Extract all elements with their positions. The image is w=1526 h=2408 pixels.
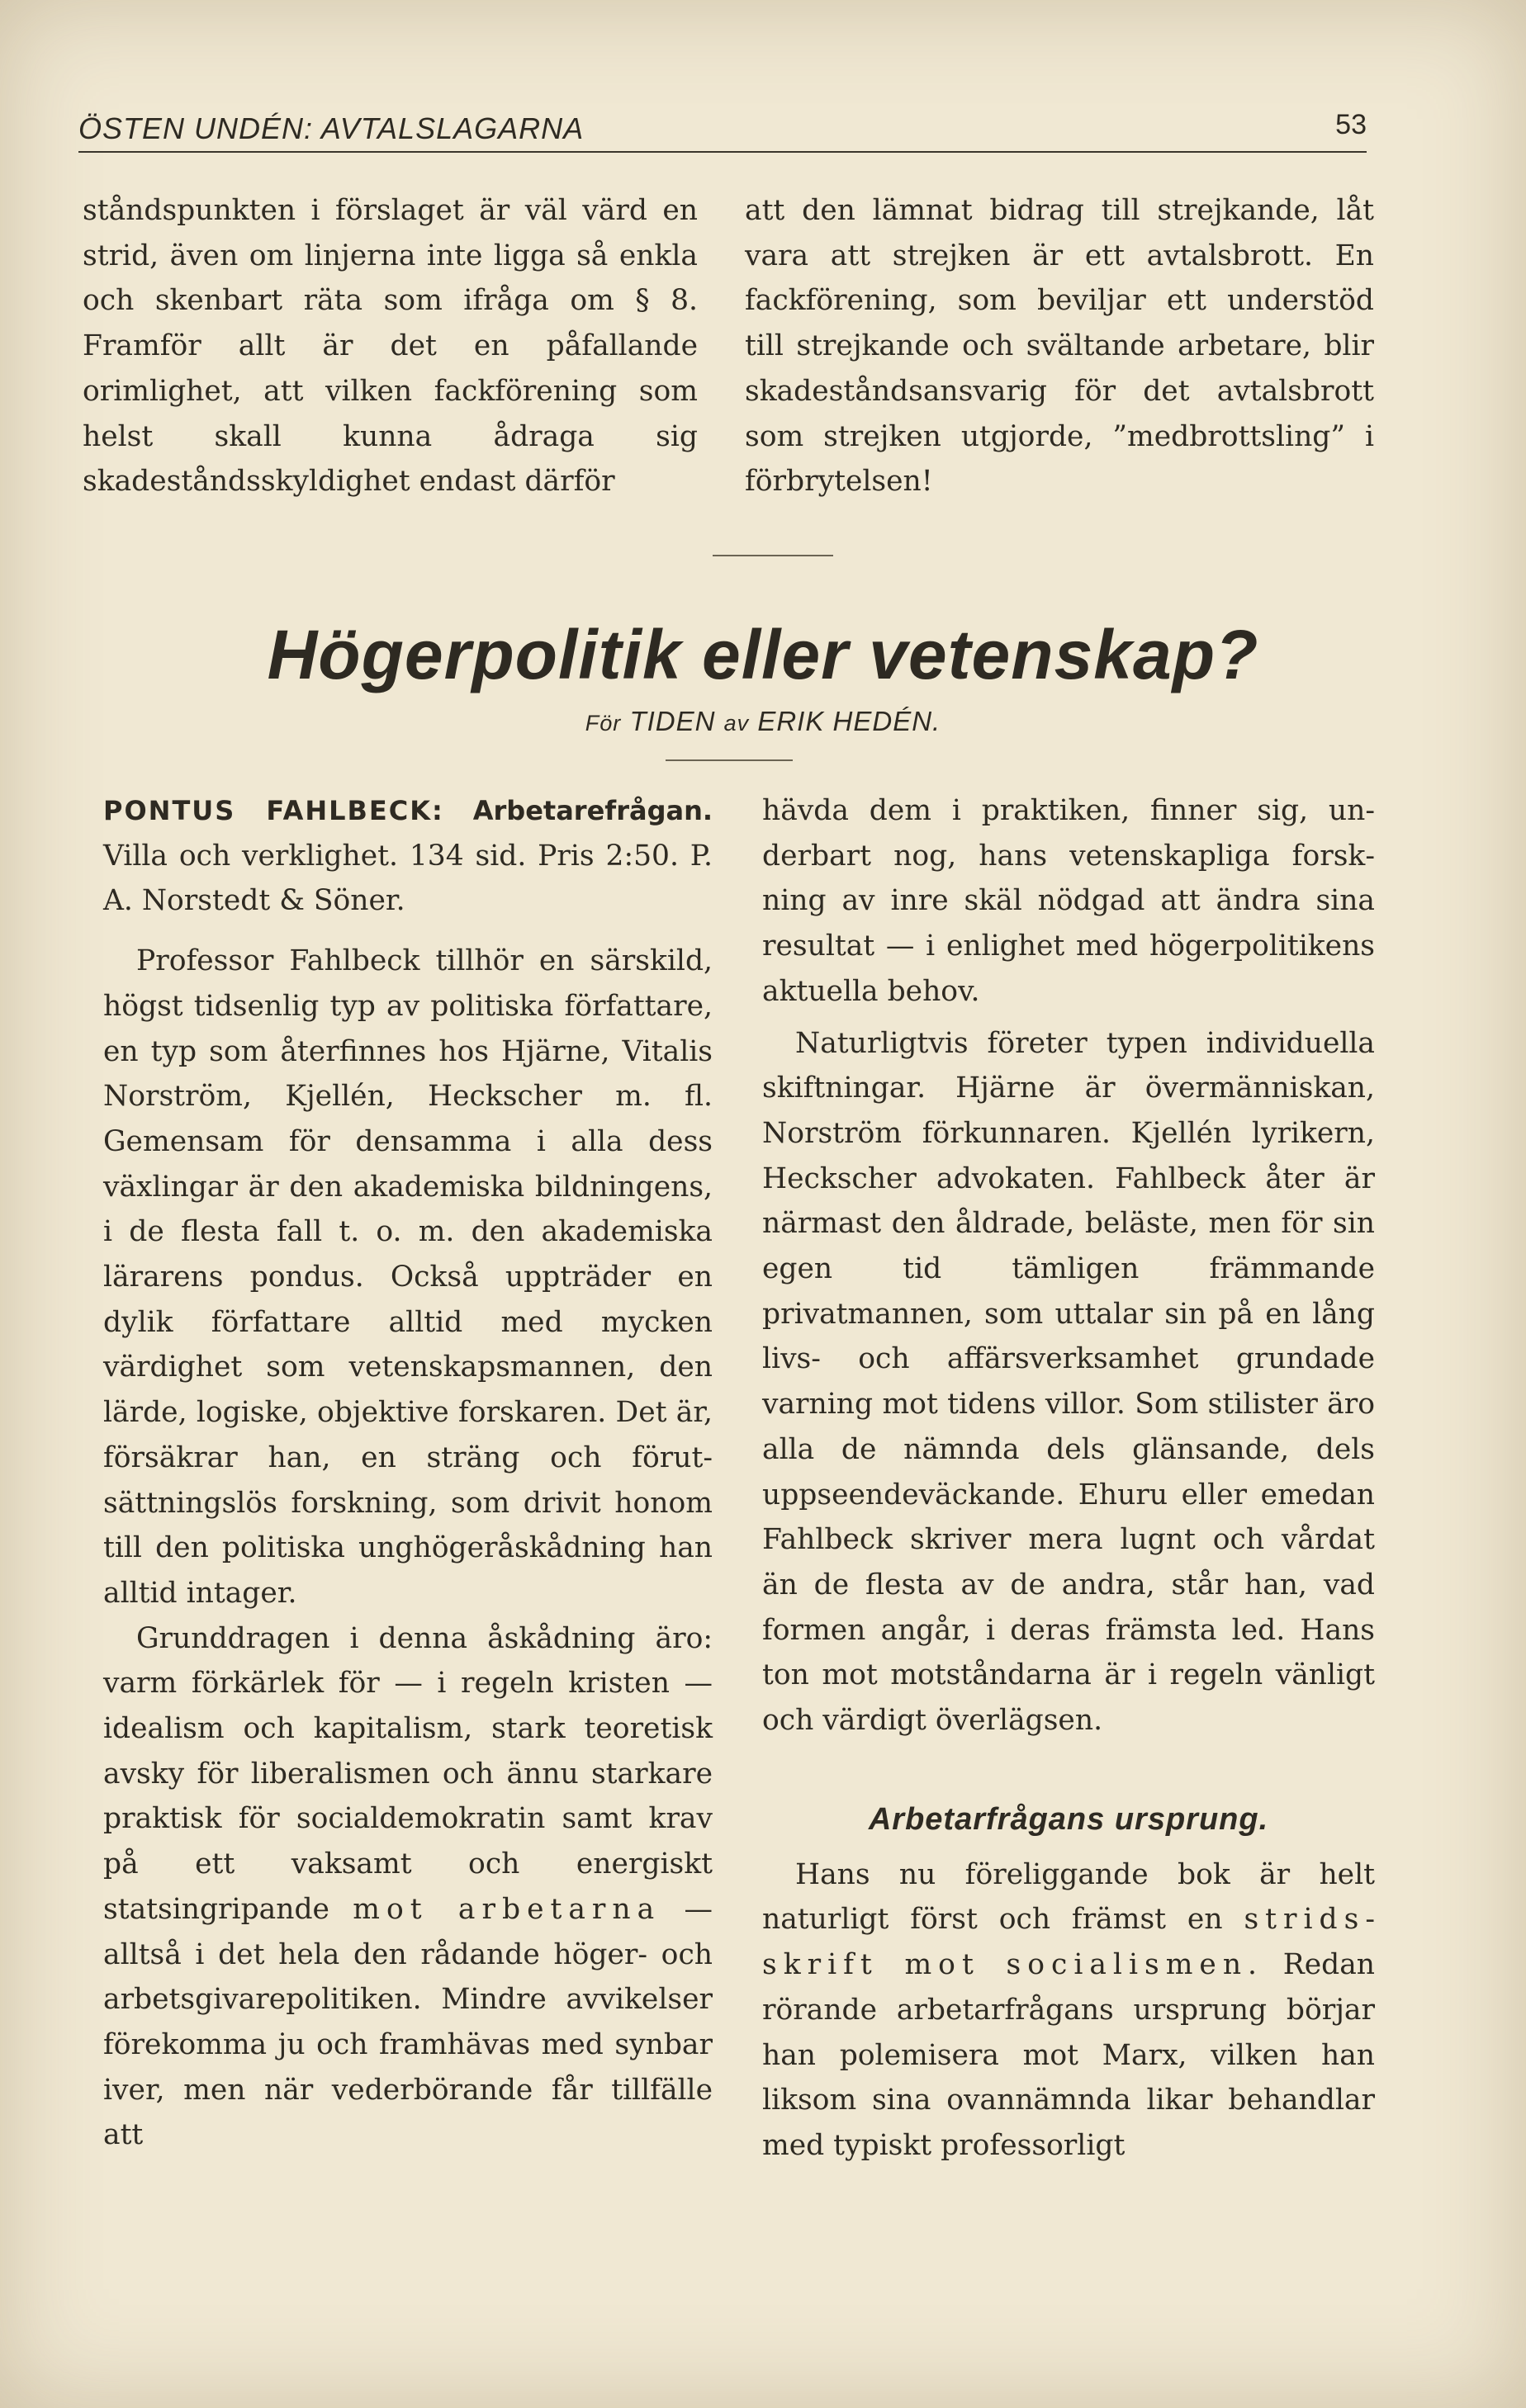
page-number: 53 — [1335, 109, 1367, 140]
running-title: ÖSTEN UNDÉN: AVTALSLAGARNA — [78, 111, 585, 145]
previous-article-right-text: att den lämnat bidrag till strejkande, låt vara att strejken är ett avtalsbrott. En fackförening, som beviljar ett understöd till strejkande och svältande arbetare, blir skadeståndsansvarig för det avtalsbrott som strejken utgjorde, ”medbrottsling” i förbrytelsen! — [745, 194, 1374, 499]
paragraph-text: Redan rörande arbetarfrågans ursprung börjar han polemisera mot Marx, vilken han liksom sina ovannämnda likar behandlar med typiskt professorligt — [762, 1948, 1375, 2162]
byline-journal: TIDEN — [629, 706, 716, 736]
section-divider — [713, 555, 833, 556]
article-left-column — [103, 788, 713, 2158]
byline-author: ERIK HEDÉN. — [757, 706, 941, 736]
paragraph: Naturligtvis företer typen individuella skiftningar. Hjärne är övermänniskan, Norström förkunnaren. Kjellén lyrikern, Heckscher advokaten. Fahlbeck åter är närmast den åldrade, beläste, men för sin egen tid tämligen främmande privatmannen, som uttalar sin på en lång livs- och affärsverksamhet grundade varning mot tidens villor. Som stilister äro alla de nämnda dels glänsande, dels uppseendeväckande. Ehuru eller emedan Fahlbeck skriver mera lugnt och vårdat än de flesta av de andra, står han, vad formen angår, i deras främsta led. Hans ton mot motståndarna är i regeln vänligt och värdigt överlägsen. — [762, 1026, 1375, 1738]
emphasized-text: mot arbetarna — [353, 1892, 661, 1926]
paragraph — [103, 1616, 713, 2158]
previous-article-left-column — [83, 188, 698, 504]
article-right-column — [762, 788, 1375, 2169]
book-title: Arbetarefrågan. — [472, 795, 713, 826]
byline-mid: av — [723, 711, 750, 736]
byline-divider — [666, 759, 793, 761]
page-header — [78, 103, 1367, 153]
header-rule — [78, 151, 1367, 153]
paragraph-text: Hans nu föreliggande bok är helt naturligt först och främst en — [762, 1857, 1375, 1937]
paragraph: hävda dem i praktiken, finner sig, underbart nog, hans vetenskapliga forskning av inre skäl nödgad att ändra sina resultat — i enlighet med högerpolitikens aktuella behov. — [762, 794, 1375, 1008]
byline-prefix: För — [585, 711, 622, 736]
paragraph: Professor Fahlbeck tillhör en särskild, högst tidsenlig typ av politiska författare, en typ som återfinnes hos Hjärne, Vitalis Norström, Kjellén, Heckscher m. fl. Gemensam för densamma i alla dess växlingar är den akademiska bildningens, i de flesta fall t. o. m. den akademiska lärarens pondus. Också uppträder en dylik författare alltid med mycken värdighet som vetenskapsmannen, den lärde, logiske, objektive forskaren. Det är, försäkrar han, en sträng och förutsättningslös forskning, som drivit honom till den politiska unghögeråskådning han alltid intager. — [103, 944, 713, 1610]
paragraph — [762, 1852, 1375, 2169]
paragraph-text: — alltså i det hela den rådande höger- och arbetsgivarepolitiken. Mindre avvikelser förekomma ju och framhävas med synbar iver, men när vederbörande får tillfälle att — [103, 1892, 713, 2152]
book-author: PONTUS FAHLBECK: — [103, 795, 444, 826]
emphasized-text: stridsskrift mot socialismen. — [762, 1903, 1375, 1982]
book-details: Villa och verklighet. 134 sid. Pris 2:50. P. A. Norstedt & Söner. — [103, 839, 713, 918]
book-reference — [103, 788, 713, 924]
byline — [83, 706, 1443, 737]
paragraph-text: Grunddragen i denna åskådning äro: varm förkärlek för — i regeln kristen — idealism och kapitalism, stark teoretisk avsky för liberalismen och ännu starkare praktisk för socialdemokratin samt krav på ett vaksamt och energiskt statsingripande — [103, 1621, 713, 1926]
subheading: Arbetarfrågans ursprung. — [868, 1801, 1269, 1837]
article-title: Högerpolitik eller vetenskap? — [267, 616, 1259, 693]
previous-article-left-text: ståndspunkten i förslaget är väl värd en strid, även om linjerna inte ligga så enkla och skenbart räta som ifråga om § 8. Framför allt är det en påfallande orimlighet, att vilken fackförening som helst skall kunna ådraga sig skadeståndsskyldighet endast därför — [83, 194, 698, 499]
previous-article-right-column — [745, 188, 1374, 504]
